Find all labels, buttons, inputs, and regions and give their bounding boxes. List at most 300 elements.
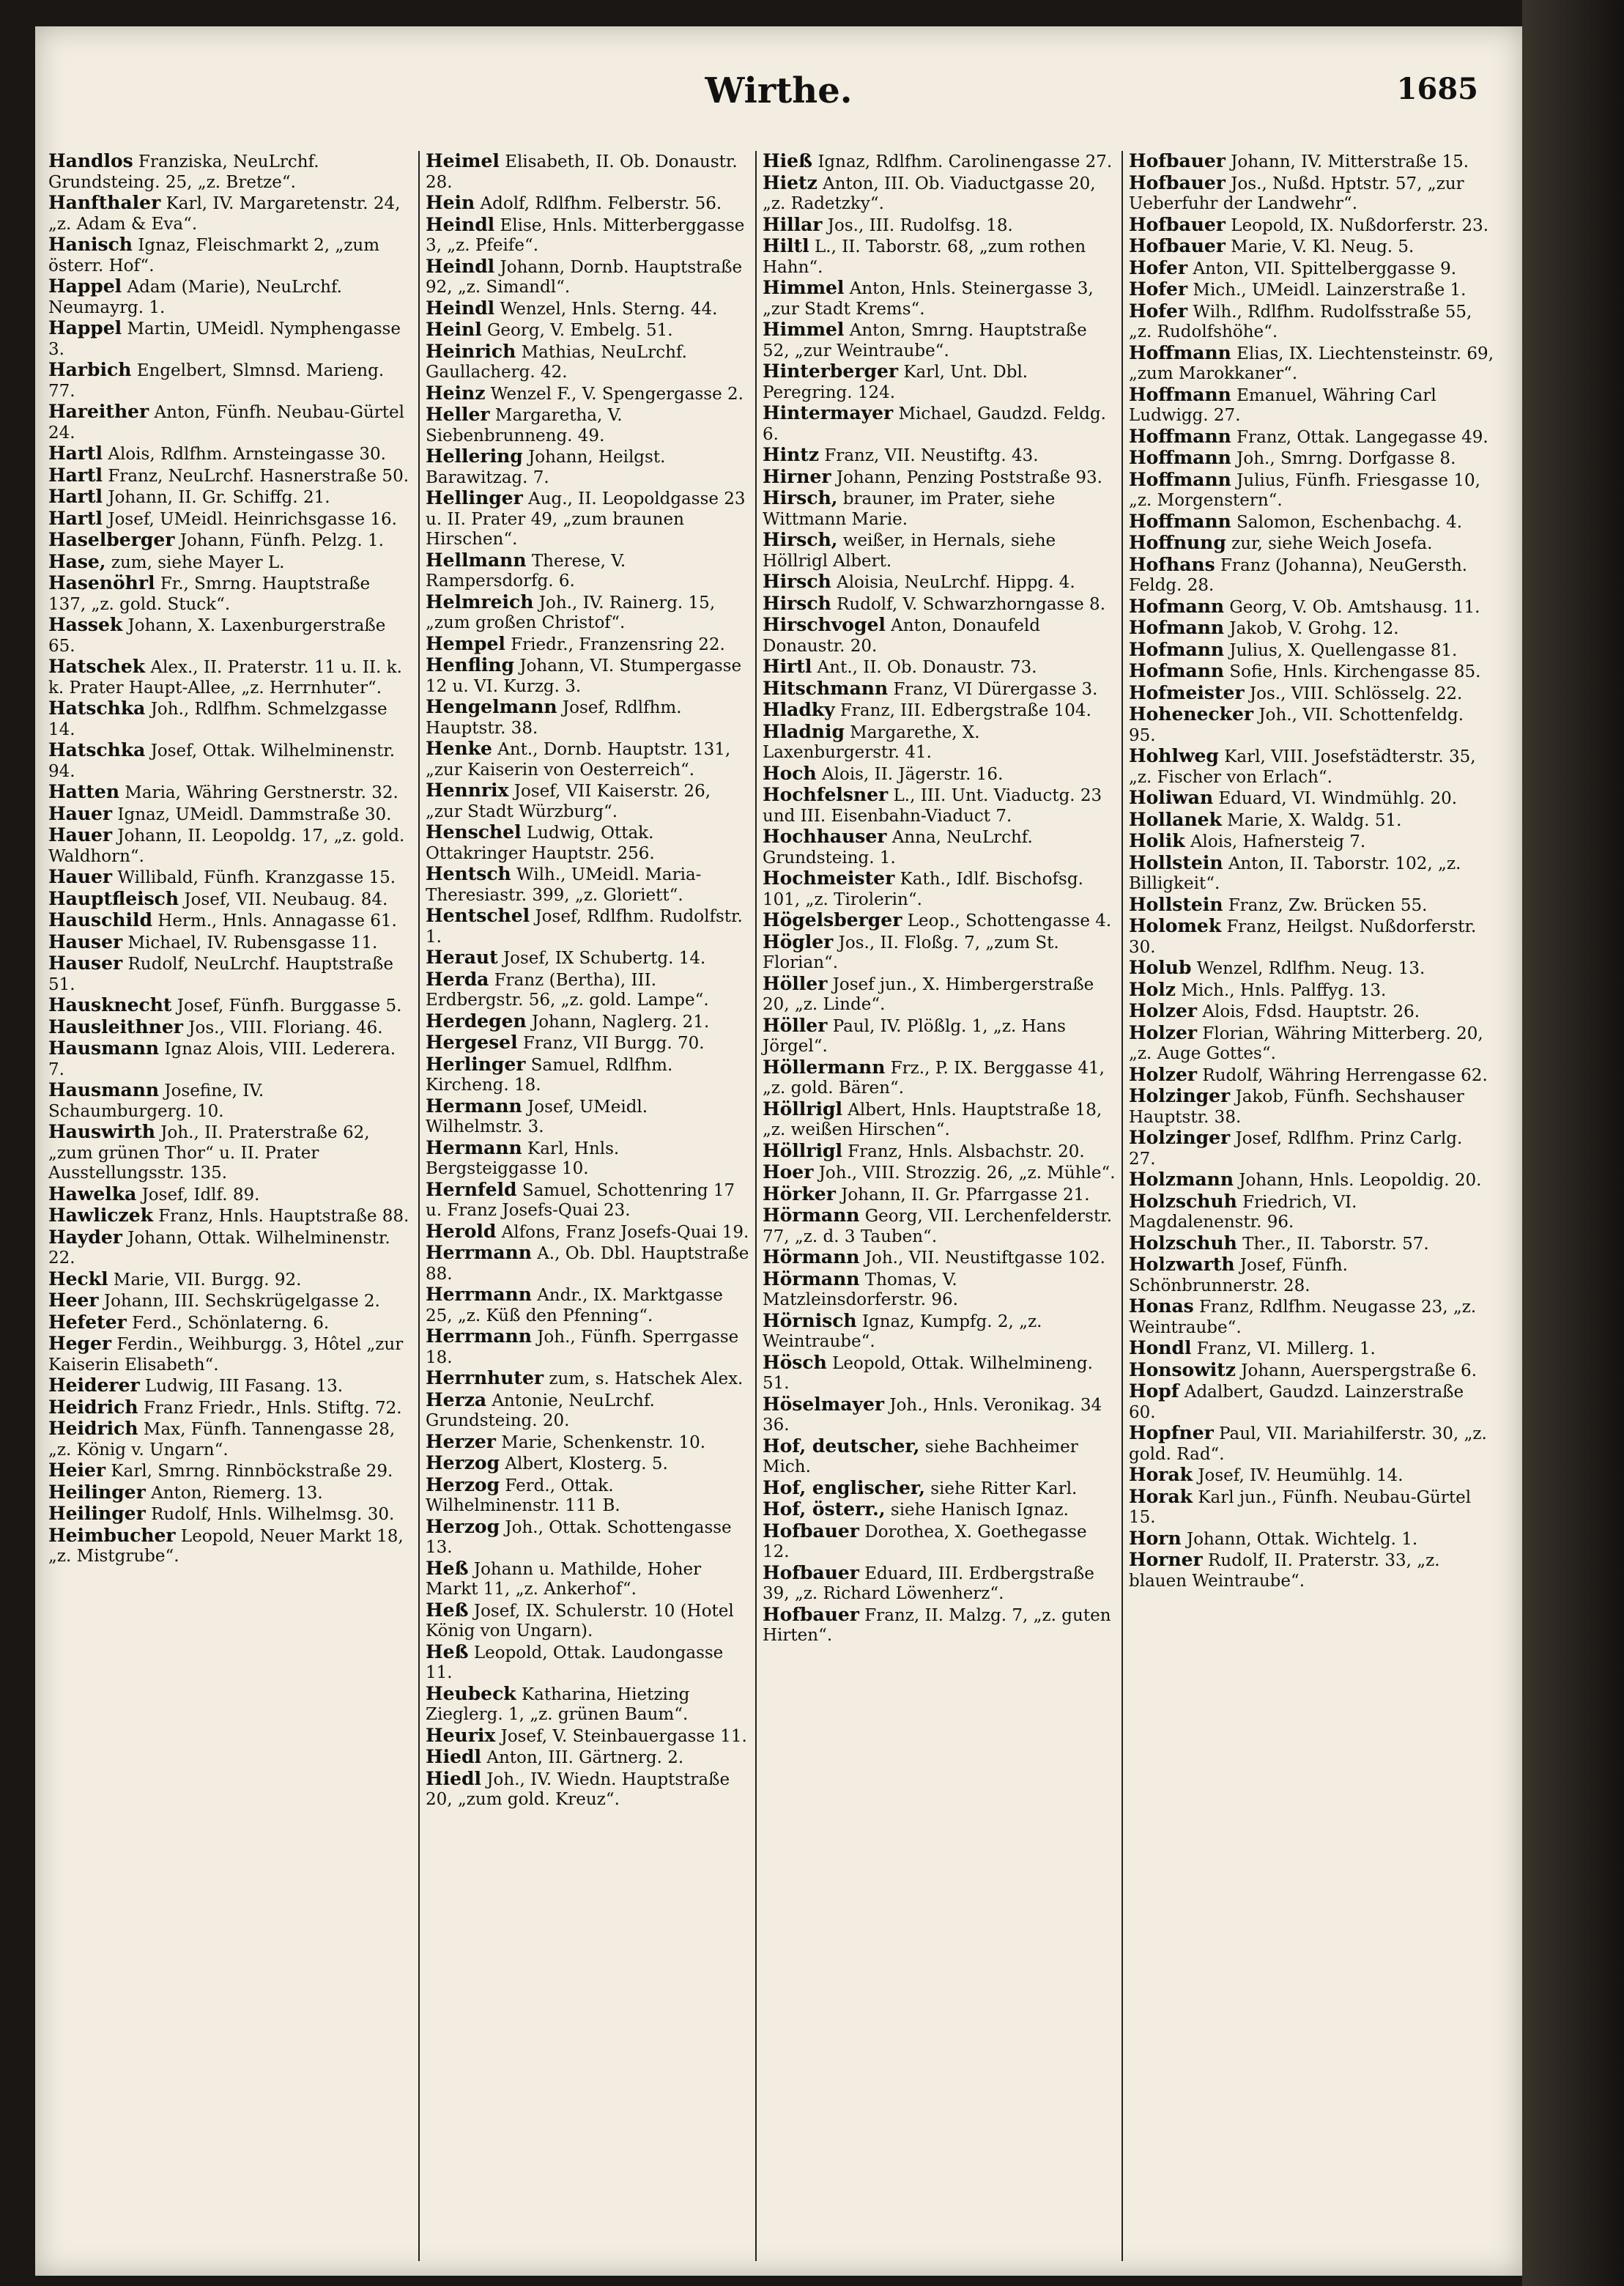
entry-details: Alois, Hafnersteig 7. (1190, 832, 1366, 851)
entry-details: Mich., Hnls. Palffyg. 13. (1181, 980, 1387, 1000)
directory-entry (763, 593, 1116, 615)
entry-details: Ignaz, Kumpfg. 2, „z. Weintraube“. (763, 1312, 1042, 1351)
directory-entry (426, 151, 749, 193)
entry-details: Leopold, IX. Nußdorferstr. 23. (1231, 215, 1489, 235)
directory-entry (1129, 385, 1494, 426)
entry-name: Hauer (48, 866, 113, 887)
page-number: 1685 (1396, 72, 1478, 106)
entry-details: Ignaz Alois, VIII. Lederera. 7. (48, 1040, 396, 1079)
directory-entry (1129, 448, 1494, 470)
entry-details: Marie, VII. Burgg. 92. (113, 1270, 302, 1290)
directory-entry (1129, 1254, 1494, 1296)
entry-name: Hohenecker (1129, 703, 1254, 725)
entry-name: Heimel (426, 151, 500, 171)
entry-name: Herlinger (426, 1053, 526, 1075)
entry-name: Hofbauer (1129, 171, 1226, 193)
directory-entry (48, 1290, 412, 1312)
directory-entry (426, 256, 749, 298)
directory-entry (763, 868, 1116, 910)
directory-entry (763, 467, 1116, 489)
directory-entry (1129, 258, 1494, 280)
entry-details: Ant., II. Ob. Donaustr. 73. (817, 658, 1037, 677)
entry-name: Hofbauer (763, 1520, 859, 1542)
directory-entry (48, 889, 412, 911)
entry-details: Wilh., UMeidl. Maria-Theresiastr. 399, „z. Gloriett“. (426, 865, 702, 905)
directory-entry (1129, 1233, 1494, 1255)
directory-entry (763, 1141, 1116, 1163)
directory-entry (763, 1162, 1116, 1184)
entry-name: Hopfner (1129, 1422, 1214, 1443)
directory-entry (763, 236, 1116, 278)
entry-name: Hennrix (426, 780, 509, 801)
entry-name: Hofer (1129, 278, 1188, 300)
entry-details: Jos., VIII. Schlösselg. 22. (1249, 684, 1463, 703)
entry-columns (42, 151, 1500, 2261)
directory-entry (48, 1122, 412, 1184)
entry-details: Katharina, Hietzing Zieglerg. 1, „z. grünen Baum“. (426, 1684, 690, 1724)
entry-details: Josef jun., X. Himbergerstraße 20, „z. Linde“. (763, 974, 1094, 1014)
entry-name: Hoch (763, 762, 817, 784)
directory-entry (1129, 640, 1494, 662)
directory-entry (48, 276, 412, 318)
entry-details: Josef, Fünfh. Schönbrunnerstr. 28. (1129, 1256, 1348, 1295)
entry-details: A., Ob. Dbl. Hauptstraße 88. (426, 1244, 749, 1284)
entry-details: Adalbert, Gaudzd. Lainzerstraße 60. (1129, 1383, 1464, 1422)
directory-entry (48, 825, 412, 867)
entry-details: Josef, Rdlfhm. Rudolfstr. 1. (426, 907, 743, 947)
entry-details: siehe Hanisch Ignaz. (890, 1501, 1069, 1520)
directory-entry (48, 1227, 412, 1269)
entry-name: Hörmann (763, 1268, 860, 1290)
entry-name: Höller (763, 972, 828, 994)
entry-name: Heindl (426, 255, 495, 277)
entry-details: zum, s. Hatschek Alex. (549, 1369, 744, 1388)
directory-entry (763, 1311, 1116, 1353)
directory-entry (1129, 426, 1494, 448)
directory-entry (763, 1184, 1116, 1206)
entry-details: Wenzel F., V. Spengergasse 2. (490, 384, 744, 404)
entry-details: Marie, Schenkenstr. 10. (501, 1432, 706, 1452)
entry-details: Therese, V. Rampersdorfg. 6. (426, 551, 626, 591)
directory-entry (1129, 980, 1494, 1002)
entry-name: Hofmann (1129, 660, 1225, 681)
entry-details: Johann, Dornb. Hauptstraße 92, „z. Simandl“. (426, 257, 743, 297)
directory-entry (1129, 470, 1494, 511)
entry-details: Julius, Fünfh. Friesgasse 10, „z. Morgenstern“. (1129, 470, 1480, 510)
entry-details: Ludwig, III Fasang. 13. (144, 1377, 344, 1396)
entry-name: Högelsberger (763, 909, 902, 931)
entry-details: Franz, Hnls. Hauptstraße 88. (158, 1207, 409, 1226)
entry-name: Herrmann (426, 1284, 532, 1305)
entry-name: Hauptfleisch (48, 887, 179, 909)
entry-name: Höller (763, 1014, 828, 1036)
directory-entry (1129, 1169, 1494, 1191)
entry-details: Albert, Hnls. Hauptstraße 18, „z. weißen Hirschen“. (763, 1100, 1102, 1139)
directory-entry (763, 1499, 1116, 1521)
entry-name: Handlos (48, 151, 133, 171)
directory-entry (426, 1769, 749, 1810)
directory-entry (48, 995, 412, 1017)
entry-details: Josef, Rdlfhm. Hauptstr. 38. (426, 698, 682, 738)
entry-name: Hatschka (48, 739, 146, 761)
entry-details: Andr., IX. Marktgasse 25, „z. Küß den Pfenning“. (426, 1286, 723, 1325)
entry-name: Hof, englischer, (763, 1476, 925, 1498)
entry-details: Anton, III. Ob. Viaductgasse 20, „z. Radetzky“. (763, 174, 1096, 213)
directory-entry (48, 1269, 412, 1291)
entry-details: Georg, VII. Lerchenfelderstr. 77, „z. d. 3 Tauben“. (763, 1207, 1113, 1246)
directory-entry (763, 488, 1116, 530)
directory-entry (48, 782, 412, 804)
entry-name: Holomek (1129, 915, 1222, 936)
entry-details: Wilh., Rdlfhm. Rudolfsstraße 55, „z. Rudolfshöhe“. (1129, 302, 1472, 341)
directory-entry (763, 656, 1116, 678)
entry-name: Hofbauer (1129, 151, 1226, 171)
entry-details: Joh., IV. Rainerg. 15, „zum großen Christof“. (426, 593, 716, 632)
entry-name: Hawliczek (48, 1205, 153, 1226)
entry-details: Franz, Zw. Brücken 55. (1228, 895, 1428, 915)
directory-entry (426, 1326, 749, 1368)
entry-name: Hasenöhrl (48, 572, 155, 593)
entry-name: Hellering (426, 445, 523, 467)
directory-entry (48, 1482, 412, 1504)
entry-details: Anton, Fünfh. Neubau-Gürtel 24. (48, 403, 404, 443)
entry-details: Franz, NeuLrchf. Hasnerstraße 50. (108, 466, 409, 486)
entry-name: Herda (426, 968, 489, 990)
directory-entry (426, 697, 749, 739)
entry-details: siehe Ritter Karl. (930, 1479, 1078, 1498)
directory-entry (48, 530, 412, 552)
entry-details: Josef, Rdlfhm. Prinz Carlg. 27. (1129, 1129, 1463, 1169)
entry-details: Josef, IV. Heumühlg. 14. (1198, 1466, 1404, 1485)
directory-entry (48, 318, 412, 360)
directory-entry (763, 722, 1116, 763)
column-2 (420, 151, 757, 2261)
page-title: Wirthe. (705, 70, 853, 111)
entry-details: Adam (Marie), NeuLrchf. Neumayrg. 1. (48, 278, 342, 317)
entry-name: Heckl (48, 1268, 108, 1290)
directory-entry (763, 615, 1116, 656)
entry-name: Hengelmann (426, 696, 557, 717)
entry-details: Josef, VII. Neubaug. 84. (184, 889, 388, 909)
entry-details: Jos., Nußd. Hptstr. 57, „zur Ueberfuhr der Landwehr“. (1129, 174, 1464, 213)
entry-details: Anton, Hnls. Steinergasse 3, „zur Stadt Krems“. (763, 279, 1094, 319)
directory-entry (763, 1099, 1116, 1141)
entry-name: Hinterberger (763, 360, 899, 382)
entry-details: Josef, Idlf. 89. (141, 1185, 260, 1205)
entry-details: Mathias, NeuLrchf. Gaullacherg. 42. (426, 342, 687, 382)
directory-entry (426, 1180, 749, 1221)
entry-name: Holzer (1129, 1063, 1198, 1085)
entry-details: Johann, X. Laxenburgerstraße 65. (48, 616, 386, 656)
directory-entry (1129, 1128, 1494, 1169)
entry-details: Jakob, Fünfh. Sechshauser Hauptstr. 38. (1129, 1087, 1464, 1127)
entry-name: Hoffmann (1129, 468, 1231, 490)
entry-name: Hirtl (763, 656, 812, 677)
directory-entry (426, 592, 749, 634)
entry-details: Rudolf, Hnls. Wilhelmsg. 30. (151, 1505, 395, 1524)
directory-entry (48, 1525, 412, 1567)
entry-details: Julius, X. Quellengasse 81. (1229, 640, 1458, 660)
directory-entry (426, 1747, 749, 1769)
entry-name: Hauswirth (48, 1121, 155, 1142)
entry-details: Leop., Schottengasse 4. (907, 911, 1112, 931)
entry-name: Hirsch, (763, 487, 838, 508)
entry-details: Johann, VI. Stumpergasse 12 u. VI. Kurzg. 3. (426, 656, 742, 696)
directory-entry (426, 1642, 749, 1684)
entry-name: Heer (48, 1290, 99, 1311)
entry-name: Hirsch (763, 571, 831, 592)
entry-details: Johann, Fünfh. Pelzg. 1. (179, 531, 384, 550)
directory-entry (48, 151, 412, 193)
entry-name: Holzmann (1129, 1169, 1234, 1190)
directory-entry (48, 698, 412, 740)
directory-entry (48, 932, 412, 954)
directory-entry (48, 465, 412, 487)
entry-name: Hauser (48, 931, 123, 952)
entry-details: Leopold, Ottak. Wilhelmineng. 51. (763, 1353, 1093, 1393)
entry-name: Hondl (1129, 1337, 1192, 1358)
entry-name: Hoffmann (1129, 383, 1231, 405)
entry-name: Hörnisch (763, 1309, 857, 1331)
column-1 (42, 151, 420, 2261)
entry-details: Maria, Währing Gerstnerstr. 32. (125, 783, 398, 802)
directory-entry (426, 1475, 749, 1517)
directory-entry (426, 215, 749, 256)
entry-name: Hohlweg (1129, 745, 1219, 766)
entry-name: Hergesel (426, 1032, 518, 1053)
directory-entry (1129, 746, 1494, 788)
entry-details: Kath., Idlf. Bischofsg. 101, „z. Tirolerin“. (763, 870, 1083, 909)
directory-entry (1129, 1423, 1494, 1465)
entry-name: Hochmeister (763, 868, 895, 889)
entry-name: Hentschel (426, 905, 530, 926)
directory-entry (426, 383, 749, 405)
entry-details: Eduard, VI. Windmühlg. 20. (1218, 789, 1458, 808)
entry-name: Hatschka (48, 698, 146, 719)
directory-entry (763, 826, 1116, 868)
entry-name: Hernfeld (426, 1178, 517, 1200)
entry-name: Hofer (1129, 256, 1188, 278)
directory-entry (48, 1460, 412, 1482)
entry-name: Hintermayer (763, 402, 894, 423)
entry-name: Happel (48, 275, 122, 297)
entry-details: Leopold, Neuer Markt 18, „z. Mistgrube“. (48, 1526, 404, 1566)
entry-name: Hartl (48, 443, 103, 464)
entry-details: Anton, II. Taborstr. 102, „z. Billigkeit“. (1129, 854, 1461, 893)
directory-entry (763, 278, 1116, 319)
entry-name: Henke (426, 738, 492, 759)
entry-name: Hausmann (48, 1037, 160, 1059)
entry-name: Hartl (48, 507, 103, 529)
directory-entry (1129, 343, 1494, 385)
directory-entry (763, 1247, 1116, 1269)
directory-entry (763, 700, 1116, 722)
directory-entry (1129, 533, 1494, 555)
directory-entry (48, 573, 412, 615)
directory-entry (1129, 831, 1494, 853)
directory-entry (48, 1038, 412, 1080)
entry-name: Hofer (1129, 300, 1188, 322)
entry-details: Paul, VII. Mariahilferstr. 30, „z. gold. Rad“. (1129, 1424, 1487, 1464)
entry-name: Holiwan (1129, 787, 1214, 808)
entry-name: Hermann (426, 1095, 522, 1117)
entry-details: Joh., VII. Schottenfeldg. 95. (1129, 706, 1464, 745)
entry-details: Antonie, NeuLrchf. Grundsteing. 20. (426, 1391, 655, 1430)
directory-entry (426, 1390, 749, 1432)
directory-entry (763, 1016, 1116, 1057)
entry-name: Henschel (426, 821, 522, 843)
entry-name: Hanfthaler (48, 192, 161, 213)
entry-details: Engelbert, Slmnsd. Marieng. 77. (48, 361, 385, 401)
entry-name: Höllrigl (763, 1139, 842, 1161)
directory-entry (48, 953, 412, 995)
directory-entry (426, 319, 749, 341)
directory-entry (426, 341, 749, 383)
entry-name: Heß (426, 1640, 469, 1662)
entry-name: Hirsch, (763, 529, 838, 550)
directory-entry (1129, 704, 1494, 746)
entry-details: Ant., Dornb. Hauptstr. 131, „zur Kaiserin von Oesterreich“. (426, 740, 731, 780)
directory-entry (1129, 683, 1494, 705)
entry-name: Hauser (48, 952, 123, 974)
directory-entry (763, 319, 1116, 361)
directory-entry (1129, 661, 1494, 683)
entry-name: Holzer (1129, 1021, 1198, 1043)
entry-details: Alfons, Franz Josefs-Quai 19. (501, 1222, 749, 1242)
directory-entry (48, 1375, 412, 1397)
entry-name: Hollstein (1129, 851, 1223, 873)
entry-name: Hausleithner (48, 1016, 183, 1037)
entry-name: Hofbauer (1129, 235, 1226, 256)
directory-entry (48, 234, 412, 276)
entry-name: Heimbucher (48, 1524, 176, 1546)
directory-entry (426, 739, 749, 780)
directory-entry (763, 403, 1116, 445)
entry-name: Hanisch (48, 234, 133, 255)
entry-name: Heurix (426, 1724, 496, 1746)
entry-name: Hof, deutscher, (763, 1435, 920, 1457)
entry-name: Hauer (48, 802, 113, 824)
entry-name: Herzog (426, 1473, 500, 1495)
entry-details: Elisabeth, II. Ob. Donaustr. 28. (426, 152, 738, 192)
entry-name: Horner (1129, 1549, 1203, 1570)
entry-name: Hoffmann (1129, 447, 1231, 468)
entry-details: Joh., Smrng. Dorfgasse 8. (1236, 449, 1456, 468)
entry-details: Aug., II. Leopoldgasse 23 u. II. Prater 49, „zum braunen Hirschen“. (426, 489, 746, 549)
directory-entry (763, 1394, 1116, 1436)
entry-name: Hopf (1129, 1380, 1179, 1402)
entry-name: Höllrigl (763, 1098, 842, 1120)
directory-entry (1129, 215, 1494, 237)
directory-entry (763, 1269, 1116, 1311)
entry-name: Holzschuh (1129, 1232, 1237, 1254)
entry-name: Hausmann (48, 1079, 160, 1101)
entry-details: Michael, Gaudzd. Feldg. 6. (763, 404, 1106, 444)
directory-entry (1129, 1381, 1494, 1423)
entry-name: Hentsch (426, 863, 511, 884)
entry-name: Henfling (426, 654, 515, 676)
entry-name: Holzinger (1129, 1085, 1231, 1106)
entry-details: Franz (Johanna), NeuGersth. Feldg. 28. (1129, 555, 1468, 595)
directory-entry (763, 678, 1116, 700)
entry-details: Franz, VI Dürergasse 3. (893, 679, 1098, 699)
entry-name: Holzinger (1129, 1127, 1231, 1148)
entry-name: Hörker (763, 1183, 836, 1205)
directory-entry (763, 1605, 1116, 1646)
directory-entry (1129, 1296, 1494, 1338)
directory-entry (48, 804, 412, 826)
entry-details: Franz, III. Edbergstraße 104. (839, 701, 1091, 720)
entry-name: Hatten (48, 781, 119, 802)
entry-name: Hausknecht (48, 994, 172, 1016)
entry-name: Haselberger (48, 529, 175, 550)
entry-name: Hochhauser (763, 826, 887, 847)
directory-entry (426, 822, 749, 864)
directory-entry (426, 404, 749, 446)
entry-name: Hochfelsner (763, 784, 889, 805)
entry-name: Herzer (426, 1430, 496, 1452)
directory-entry (426, 780, 749, 822)
entry-name: Horak (1129, 1464, 1193, 1485)
entry-details: Frz., P. IX. Berggasse 41, „z. gold. Bären“. (763, 1058, 1105, 1098)
directory-entry (48, 1205, 412, 1227)
directory-entry (48, 443, 412, 465)
entry-details: Anna, NeuLrchf. Grundsteing. 1. (763, 828, 1033, 868)
directory-entry (763, 1436, 1116, 1478)
entry-name: Hauer (48, 824, 113, 846)
directory-entry (1129, 236, 1494, 258)
entry-name: Hiedl (426, 1746, 482, 1767)
entry-name: Hirschvogel (763, 614, 886, 635)
directory-entry (48, 1503, 412, 1525)
entry-details: Josef, Ottak. Wilhelminenstr. 94. (48, 741, 396, 781)
entry-name: Holzschuh (1129, 1190, 1237, 1212)
entry-details: Ignaz, Fleischmarkt 2, „zum österr. Hof“. (48, 236, 380, 275)
directory-entry (1129, 618, 1494, 640)
entry-name: Holik (1129, 830, 1185, 851)
entry-details: Anton, Donaufeld Donaustr. 20. (763, 616, 1040, 656)
directory-entry (1129, 511, 1494, 533)
entry-name: Hellinger (426, 487, 523, 508)
directory-entry (1129, 1086, 1494, 1128)
directory-entry (48, 193, 412, 234)
entry-details: Elias, IX. Liechtensteinstr. 69, „zum Marokkaner“. (1129, 344, 1494, 383)
entry-name: Hofhans (1129, 553, 1215, 575)
directory-entry (426, 1032, 749, 1054)
directory-entry (1129, 151, 1494, 173)
entry-details: Mich., UMeidl. Lainzerstraße 1. (1193, 281, 1467, 300)
entry-details: Franz, VI. Millerg. 1. (1196, 1339, 1376, 1358)
directory-entry (1129, 810, 1494, 832)
entry-name: Herza (426, 1388, 487, 1410)
directory-entry (426, 947, 749, 969)
directory-entry (48, 1397, 412, 1419)
entry-name: Hofmeister (1129, 681, 1245, 703)
entry-details: Michael, IV. Rubensgasse 11. (127, 933, 378, 952)
directory-entry (48, 910, 412, 932)
entry-details: Anton, III. Gärtnerg. 2. (486, 1748, 684, 1767)
directory-entry (763, 785, 1116, 826)
directory-entry (763, 974, 1116, 1016)
entry-name: Hoffmann (1129, 341, 1231, 363)
entry-details: Leopold, Ottak. Laudongasse 11. (426, 1643, 724, 1682)
directory-entry (763, 445, 1116, 467)
entry-name: Hieß (763, 151, 813, 171)
entry-details: Eduard, III. Erdbergstraße 39, „z. Richard Löwenherz“. (763, 1564, 1094, 1603)
entry-details: Ferdin., Weihburgg. 3, Hôtel „zur Kaiserin Elisabeth“. (48, 1335, 404, 1375)
entry-details: Karl, Hnls. Bergsteiggasse 10. (426, 1139, 620, 1178)
entry-details: Paul, IV. Plößlg. 1, „z. Hans Jörgel“. (763, 1016, 1066, 1056)
